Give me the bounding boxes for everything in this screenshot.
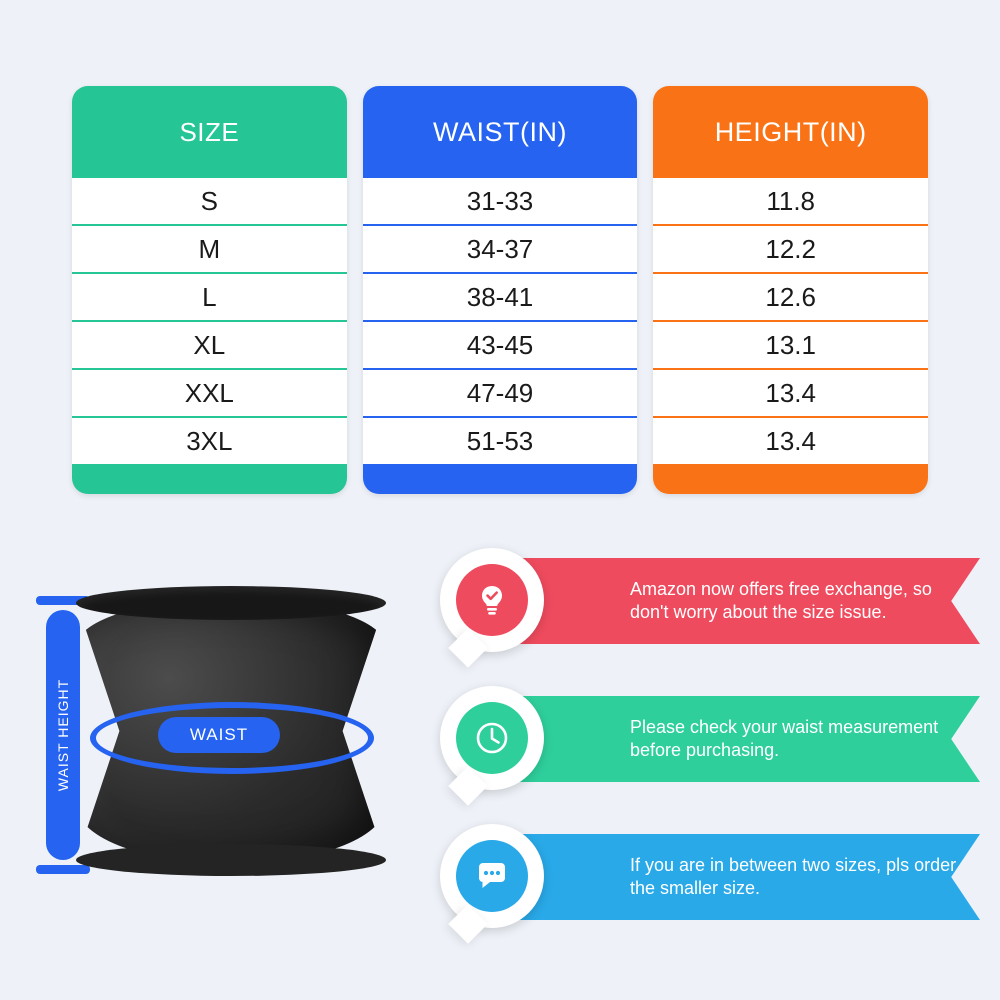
column-body-height	[653, 178, 928, 494]
info-banner-badge	[440, 686, 544, 790]
table-cell: L	[72, 274, 347, 320]
table-cell: 13.4	[653, 418, 928, 464]
info-banner-badge	[440, 548, 544, 652]
table-cell: 11.8	[653, 178, 928, 224]
table-cell: 13.1	[653, 322, 928, 368]
waist-trainer-illustration	[20, 560, 440, 960]
waist-height-label	[46, 610, 80, 860]
table-cell: 3XL	[72, 418, 347, 464]
size-chart-table	[72, 86, 928, 494]
column-header-size: SIZE	[179, 116, 240, 147]
info-banner-list	[440, 552, 980, 962]
table-cell: 43-45	[363, 322, 638, 368]
info-banner-badge	[440, 824, 544, 928]
table-cell: 34-37	[363, 226, 638, 272]
info-banner-text: If you are in between two sizes, pls order the smaller size.	[630, 854, 957, 898]
belt-graphic	[76, 580, 396, 900]
lightbulb-check-icon	[456, 564, 528, 636]
table-cell: 31-33	[363, 178, 638, 224]
belt-bottom-edge	[76, 844, 386, 876]
info-banner	[500, 834, 980, 920]
column-header-height: HEIGHT(IN)	[714, 116, 867, 147]
column-header-waist: WAIST(IN)	[433, 116, 567, 147]
table-cell: S	[72, 178, 347, 224]
table-cell: 47-49	[363, 370, 638, 416]
column-body-size	[72, 178, 347, 494]
table-column-size	[72, 86, 347, 494]
column-body-waist	[363, 178, 638, 494]
waist-height-label-text: WAIST HEIGHT	[55, 678, 71, 792]
table-cell: XXL	[72, 370, 347, 416]
table-cell: 12.6	[653, 274, 928, 320]
belt-top-edge	[76, 586, 386, 620]
info-banner	[500, 696, 980, 782]
info-banner-text: Amazon now offers free exchange, so don't worry about the size issue.	[630, 578, 932, 622]
clock-icon	[456, 702, 528, 774]
table-cell: 38-41	[363, 274, 638, 320]
info-banner	[500, 558, 980, 644]
info-banner-text: Please check your waist measurement before purchasing.	[630, 716, 939, 760]
table-cell: 13.4	[653, 370, 928, 416]
chat-bubble-icon	[456, 840, 528, 912]
table-cell: M	[72, 226, 347, 272]
table-cell: XL	[72, 322, 347, 368]
table-column-height	[653, 86, 928, 494]
waist-chip-label: WAIST	[158, 717, 280, 753]
table-column-waist	[363, 86, 638, 494]
table-cell: 51-53	[363, 418, 638, 464]
table-cell: 12.2	[653, 226, 928, 272]
